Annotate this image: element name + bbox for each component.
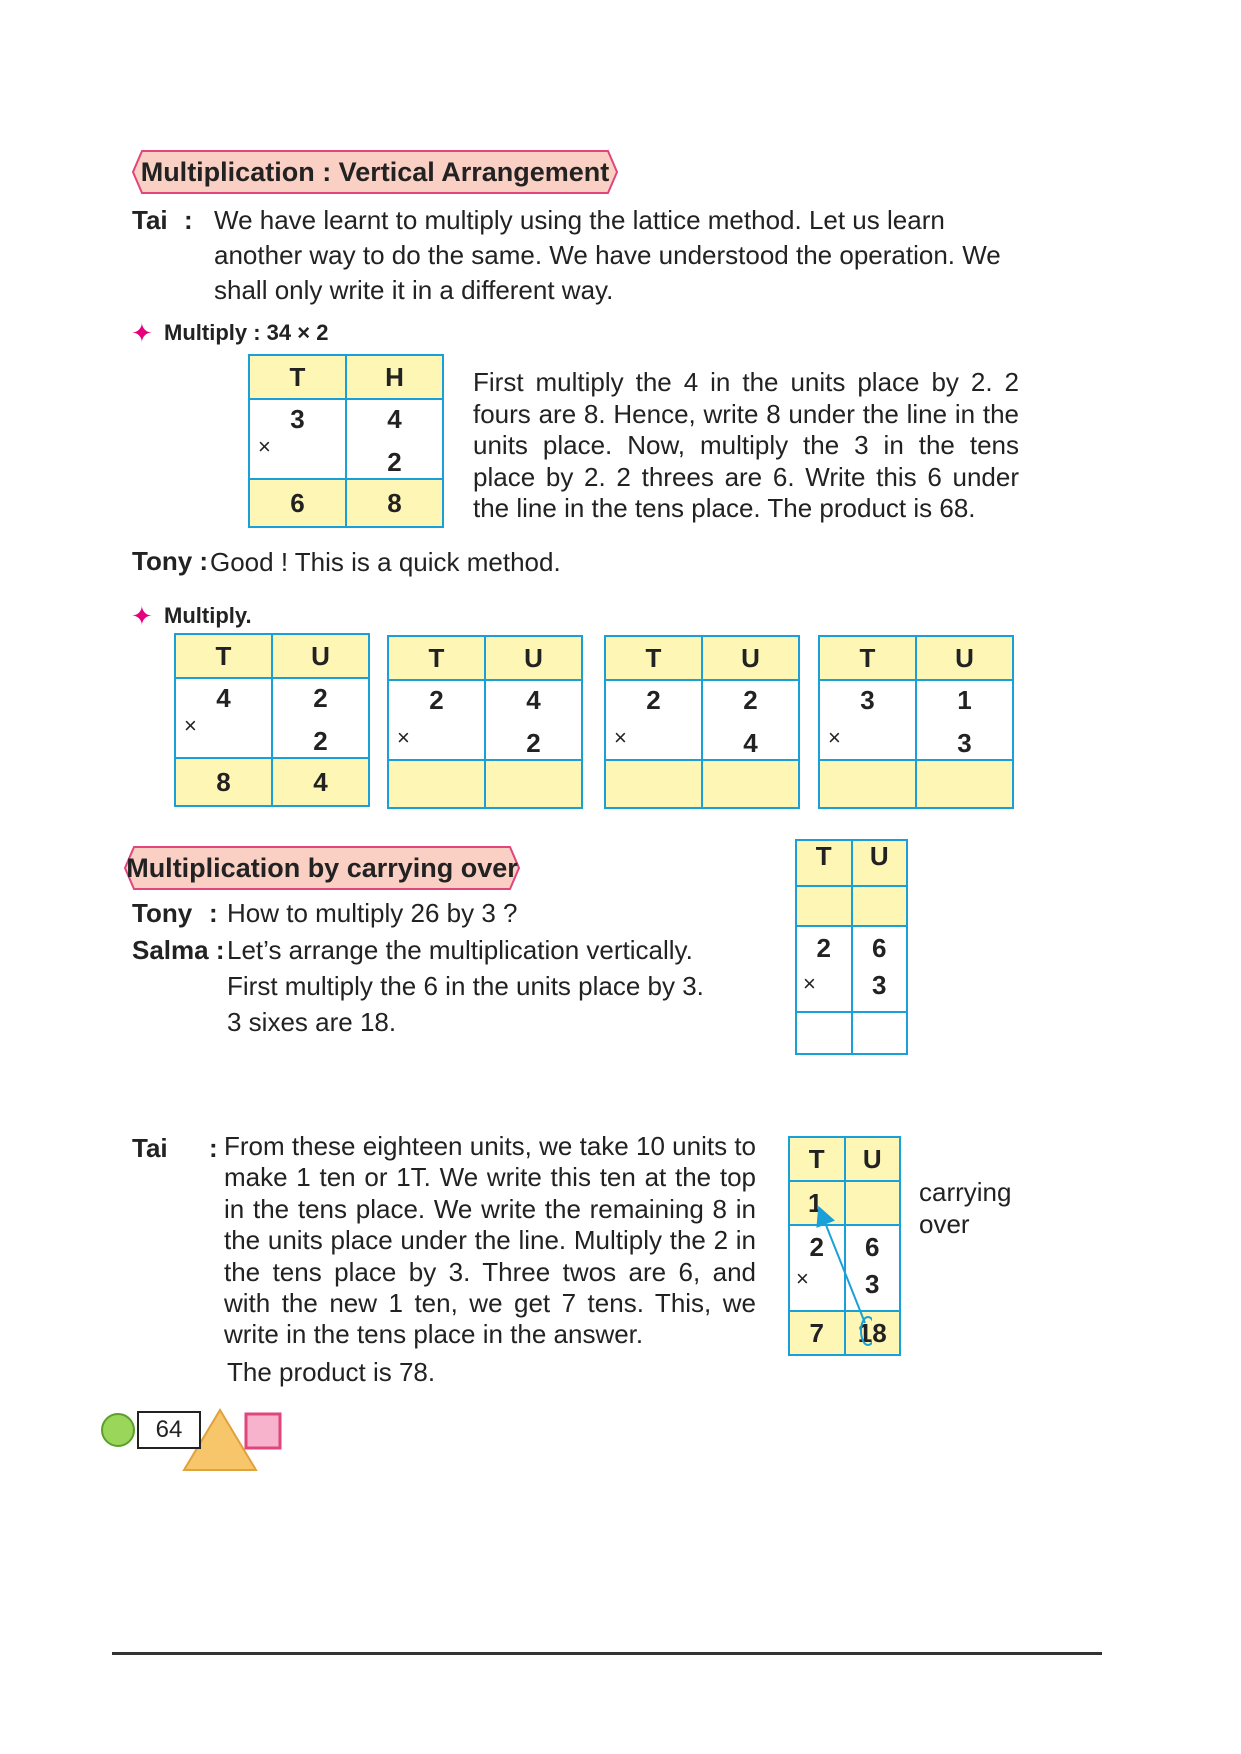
cell-tens <box>175 678 272 758</box>
result-tens <box>796 1012 852 1054</box>
header-tens: T <box>388 636 485 680</box>
speaker-salma: Salma : <box>132 935 225 965</box>
times-sign: × <box>803 971 816 996</box>
times-sign: × <box>397 725 410 750</box>
multiplier-digit: 2 <box>387 447 402 477</box>
answer-blank-tens[interactable] <box>605 760 702 808</box>
exercise-table-4 <box>818 635 1014 809</box>
digit: 6 <box>872 933 887 963</box>
carry-circle <box>861 1317 872 1345</box>
digit: 2 <box>646 685 661 715</box>
carry-digit: 1 <box>808 1187 823 1218</box>
digit: 4 <box>387 404 402 434</box>
answer-blank-units[interactable] <box>702 760 799 808</box>
exercise-table-2 <box>387 635 583 809</box>
header-tens: T <box>605 636 702 680</box>
pink-square-icon <box>246 1414 280 1448</box>
speaker-tony: Tony <box>132 898 193 928</box>
cell-units <box>852 926 908 1012</box>
answer-blank-units[interactable] <box>916 760 1013 808</box>
digit: 2 <box>429 685 444 715</box>
page-number-box <box>137 1411 201 1449</box>
section-banner-vertical-arrangement <box>132 150 618 194</box>
result-tens: 7 <box>789 1311 845 1355</box>
green-circle-icon <box>102 1414 134 1446</box>
speaker-tai: Tai <box>132 1133 168 1163</box>
cell-tens <box>249 399 346 479</box>
digit: 4 <box>216 683 231 713</box>
speaker-colon: : <box>184 205 193 235</box>
cell-tens <box>796 926 852 1012</box>
tai-product: The product is 78. <box>227 1357 436 1387</box>
cell-units <box>485 680 582 760</box>
speaker-tony: Tony : <box>132 546 209 576</box>
cell-units <box>346 399 443 479</box>
header-tens: T <box>789 1137 845 1181</box>
speaker-colon: : <box>209 898 218 928</box>
cell-tens <box>819 680 916 760</box>
cell-tens <box>605 680 702 760</box>
carry-note-line-2: over <box>919 1209 970 1239</box>
multiplier-digit: 2 <box>313 726 328 756</box>
multiplier-digit: 3 <box>957 728 972 758</box>
digit: 1 <box>957 685 972 715</box>
digit: 3 <box>290 404 305 434</box>
multiplier-digit: 3 <box>865 1269 880 1299</box>
exercise-table-1 <box>174 633 370 807</box>
digit: 4 <box>526 685 541 715</box>
result-tens: 6 <box>249 479 346 527</box>
star-bullet-icon: ✦ <box>131 601 153 631</box>
cell-units <box>272 678 369 758</box>
digit: 2 <box>809 1232 824 1262</box>
times-sign: × <box>614 725 627 750</box>
tony-question: How to multiply 26 by 3 ? <box>227 898 518 928</box>
digit: 6 <box>865 1232 880 1262</box>
example-explanation: First multiply the 4 in the units place by 2. 2 fours are 8. Hence, write 8 under the line in the units place. Now, multiply the 3 in the tens place by 2. 2 threes are 6. Write this 6 under the line in the tens place. The product is 68. <box>473 367 1019 523</box>
result-units: 8 <box>346 479 443 527</box>
header-units: U <box>845 1137 901 1181</box>
header-tens: T <box>819 636 916 680</box>
header-units: U <box>272 634 369 678</box>
header-units: U <box>916 636 1013 680</box>
exercise-label: Multiply. <box>164 603 252 628</box>
header-units: U <box>852 840 908 886</box>
header-tens: T <box>175 634 272 678</box>
multiplier-digit: 2 <box>526 728 541 758</box>
cell-tens <box>388 680 485 760</box>
answer-blank-units[interactable] <box>485 760 582 808</box>
star-bullet-icon: ✦ <box>131 318 153 348</box>
tony-text: Good ! This is a quick method. <box>210 547 561 577</box>
salma-line-1: Let’s arrange the multiplication vertically. <box>227 935 693 965</box>
header-tens: T <box>249 355 346 399</box>
multiplier-digit: 3 <box>872 970 887 1000</box>
answer-blank-tens[interactable] <box>819 760 916 808</box>
header-tens: T <box>796 840 852 886</box>
salma-line-2: First multiply the 6 in the units place by 3. <box>227 971 704 1001</box>
salma-line-3: 3 sixes are 18. <box>227 1007 397 1037</box>
times-sign: × <box>796 1266 809 1291</box>
cell-units <box>702 680 799 760</box>
digit: 3 <box>860 685 875 715</box>
times-sign: × <box>258 434 271 459</box>
page-number: 64 <box>155 1416 183 1443</box>
result-units <box>852 1012 908 1054</box>
tai-explanation: From these eighteen units, we take 10 units to make 1 ten or 1T. We write this ten at the top in the tens place. We write the remaining 8 in the units place under the line. Multiply the 2 in the tens place by 3. Three twos are 6, and with the new 1 ten, we get 7 tens. This, we write in the tens place in the answer. <box>224 1131 756 1350</box>
tai-intro-text: We have learnt to multiply using the lattice method. Let us learn another way to do the same. We have understood the operation. We shall only write it in a different way. <box>214 205 1001 305</box>
cell-units <box>916 680 1013 760</box>
tu-table-example <box>248 354 444 528</box>
times-sign: × <box>828 725 841 750</box>
digit: 2 <box>816 933 831 963</box>
section-title: Multiplication : Vertical Arrangement <box>140 157 610 187</box>
exercise-table-3 <box>604 635 800 809</box>
carry-arrow <box>812 1205 872 1355</box>
result-units: 18 <box>845 1311 901 1355</box>
header-units: U <box>702 636 799 680</box>
footer-rule <box>112 1652 1102 1655</box>
answer-blank-tens[interactable] <box>388 760 485 808</box>
carry-arrow-line <box>822 1215 865 1323</box>
header-units: U <box>485 636 582 680</box>
carry-tens <box>796 886 852 926</box>
carry-units <box>852 886 908 926</box>
times-sign: × <box>184 713 197 738</box>
digit: 2 <box>313 683 328 713</box>
digit: 2 <box>743 685 758 715</box>
carry-table-setup <box>795 839 908 1055</box>
example-label: Multiply : 34 × 2 <box>164 320 329 345</box>
multiplier-digit: 4 <box>743 728 758 758</box>
header-second: H <box>346 355 443 399</box>
carry-note-line-1: carrying <box>919 1177 1012 1207</box>
section-title: Multiplication by carrying over <box>126 853 518 883</box>
result-tens: 8 <box>175 758 272 806</box>
result-units: 4 <box>272 758 369 806</box>
section-banner-carrying-over <box>124 846 520 890</box>
speaker-colon: : <box>209 1133 218 1163</box>
speaker-tai: Tai <box>132 205 168 235</box>
